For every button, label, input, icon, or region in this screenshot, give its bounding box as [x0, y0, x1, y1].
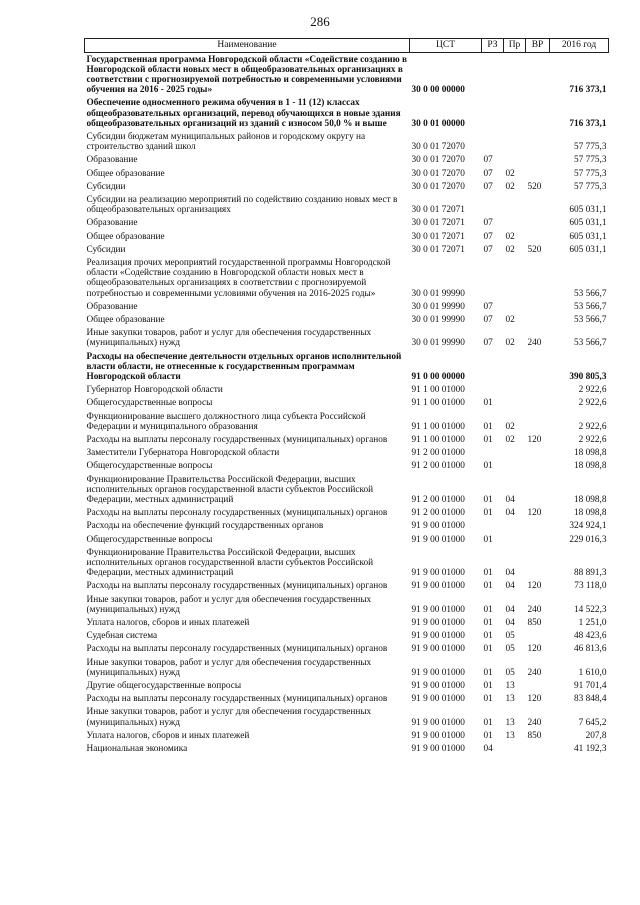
row-vr-cell: 520	[527, 181, 542, 192]
row-cst-cell: 30 0 01 72070	[411, 181, 465, 192]
row-pr-cell: 13	[505, 694, 515, 705]
row-pr-cell: 02	[505, 231, 515, 242]
row-pr-cell: 05	[505, 631, 515, 642]
row-amount-cell: 48 423,6	[573, 631, 607, 642]
row-cst-cell: 30 0 01 72071	[411, 218, 465, 229]
row-name-cell: Другие общегосударственные вопросы	[86, 681, 242, 692]
row-amount-cell: 2 922,6	[578, 421, 607, 432]
row-rz-cell: 01	[483, 681, 493, 692]
row-name-cell: Иные закупки товаров, работ и услуг для обеспечения государственных (муниципальных) нужд	[86, 657, 372, 678]
row-pr-cell: 02	[505, 168, 515, 179]
row-pr-cell	[504, 447, 526, 460]
row-vr-cell	[526, 397, 550, 410]
row-pr-cell: 02	[505, 435, 515, 445]
row-rz-cell: 01	[483, 730, 493, 741]
row-rz-cell	[482, 520, 504, 533]
row-rz-cell: 01	[483, 421, 493, 432]
row-vr-cell	[526, 256, 550, 300]
row-amount-cell: 18 098,8	[573, 508, 607, 519]
row-vr-cell	[526, 630, 550, 643]
row-vr-cell: 240	[527, 338, 542, 349]
page-number: 286	[310, 14, 330, 29]
row-pr-cell	[504, 154, 526, 167]
row-pr-cell: 04	[505, 604, 515, 615]
row-amount-cell: 53 566,7	[573, 338, 607, 349]
row-name-cell: Функционирование Правительства Российской Федерации, высших исполнительных органов государственной власти субъектов Российской Федерации, местных администраций	[86, 547, 374, 579]
table-row	[85, 180, 609, 193]
row-rz-cell: 04	[483, 744, 493, 755]
row-vr-cell: 850	[527, 730, 542, 741]
row-pr-cell	[504, 97, 526, 131]
row-amount-cell: 14 522,3	[573, 604, 607, 615]
row-name-cell: Образование	[86, 218, 138, 229]
row-vr-cell	[526, 410, 550, 433]
row-pr-cell: 02	[505, 244, 515, 255]
row-name-cell: Реализация прочих мероприятий государственной программы Новгородской области «Содействие созданию в Новгородской области новых мест в общеобразовательных организациях в соответствии с прогнозируемой потребностью и современными условиями обучения на 2016-2025 годы»	[86, 257, 391, 299]
row-name-cell: Расходы на выплаты персоналу государственных (муниципальных) органов	[86, 581, 388, 592]
row-vr-cell	[526, 473, 550, 507]
row-cst-cell: 30 0 01 72070	[411, 168, 465, 179]
row-name-cell: Образование	[86, 301, 138, 312]
table-row	[85, 256, 609, 300]
row-pr-cell: 05	[505, 644, 515, 655]
table-row	[85, 617, 609, 630]
row-name-cell: Функционирование Правительства Российской Федерации, высших исполнительных органов государственной власти субъектов Российской Федерации, местных администраций	[86, 474, 374, 506]
row-rz-cell: 07	[483, 314, 493, 325]
row-name-cell: Функционирование высшего должностного лица субъекта Российской Федерации и муниципального образования	[86, 411, 366, 432]
row-rz-cell: 01	[483, 461, 493, 472]
row-pr-cell	[504, 384, 526, 397]
row-rz-cell	[482, 130, 504, 153]
table-row	[85, 460, 609, 473]
row-amount-cell: 716 373,1	[569, 118, 607, 129]
row-pr-cell: 05	[505, 667, 515, 678]
row-rz-cell: 07	[483, 155, 493, 166]
header-vr: ВР	[526, 39, 550, 53]
row-pr-cell	[504, 350, 526, 384]
row-amount-cell: 53 566,7	[573, 314, 607, 325]
row-amount-cell: 7 645,2	[578, 717, 607, 728]
row-name-cell: Обеспечение односменного режима обучения в 1 - 11 (12) классах общеобразовательных организаций, перевод обучающихся в новые здания общеобразовательных организаций из зданий с износом 50,0 % и выше	[86, 98, 401, 129]
row-rz-cell: 07	[483, 244, 493, 255]
row-vr-cell: 240	[527, 667, 542, 678]
row-pr-cell	[504, 460, 526, 473]
row-name-cell: Субсидии бюджетам муниципальных районов и городскому округу на строительство зданий школ	[86, 131, 366, 153]
row-pr-cell	[504, 300, 526, 313]
row-name-cell: Образование	[86, 155, 138, 166]
row-name-cell: Расходы на обеспечение функций государственных органов	[86, 521, 324, 532]
row-cst-cell: 30 0 01 72070	[411, 155, 465, 166]
row-name-cell: Общегосударственные вопросы	[86, 534, 213, 545]
row-pr-cell	[504, 397, 526, 410]
row-pr-cell	[504, 53, 526, 97]
table-row	[85, 53, 609, 97]
row-pr-cell: 02	[505, 421, 515, 432]
row-rz-cell: 07	[483, 338, 493, 349]
row-name-cell: Заместители Губернатора Новгородской области	[86, 448, 280, 459]
row-rz-cell	[482, 256, 504, 300]
row-amount-cell: 57 775,3	[573, 168, 607, 179]
table-row	[85, 656, 609, 679]
row-cst-cell: 91 1 00 01000	[411, 398, 465, 409]
table-row	[85, 580, 609, 593]
row-cst-cell: 91 9 00 01000	[411, 534, 465, 545]
row-rz-cell: 01	[483, 508, 493, 519]
row-name-cell: Расходы на выплаты персоналу государственных (муниципальных) органов	[86, 435, 388, 445]
row-amount-cell: 716 373,1	[569, 85, 607, 96]
header-name: Наименование	[85, 39, 410, 53]
row-vr-cell	[526, 313, 550, 326]
row-amount-cell: 1 610,0	[578, 667, 607, 678]
row-rz-cell: 07	[483, 218, 493, 229]
row-vr-cell: 520	[527, 244, 542, 255]
row-amount-cell: 57 775,3	[573, 142, 607, 153]
row-name-cell: Расходы на обеспечение деятельности отдельных органов исполнительной власти области, не отнесенные к государственным программам Новгородской области	[86, 351, 402, 382]
row-name-cell: Общее образование	[86, 314, 165, 325]
row-amount-cell: 18 098,8	[573, 495, 607, 506]
row-cst-cell: 91 9 00 01000	[411, 631, 465, 642]
row-amount-cell: 605 031,1	[569, 218, 607, 229]
budget-table	[84, 38, 609, 756]
header-cst: ЦСТ	[410, 39, 482, 53]
table-row	[85, 533, 609, 546]
row-name-cell: Государственная программа Новгородской области «Содействие созданию в Новгородской области новых мест в общеобразовательных организациях в соответствии с прогнозируемой потребностью и современными условиями обучения на 2016 - 2025 годы»	[86, 54, 408, 96]
table-row	[85, 473, 609, 507]
row-cst-cell: 30 0 01 72071	[411, 231, 465, 242]
table-row	[85, 193, 609, 216]
row-rz-cell	[482, 447, 504, 460]
row-cst-cell: 30 0 01 72070	[411, 142, 465, 153]
row-pr-cell	[504, 217, 526, 230]
table-row	[85, 313, 609, 326]
row-cst-cell: 91 9 00 01000	[411, 568, 465, 579]
row-name-cell: Уплата налогов, сборов и иных платежей	[86, 730, 250, 741]
row-rz-cell: 01	[483, 644, 493, 655]
row-vr-cell: 240	[527, 604, 542, 615]
row-vr-cell	[526, 53, 550, 97]
row-rz-cell: 01	[483, 534, 493, 545]
row-vr-cell	[526, 350, 550, 384]
row-pr-cell: 13	[505, 681, 515, 692]
row-amount-cell: 2 922,6	[578, 435, 607, 445]
table-row	[85, 97, 609, 131]
table-header-row	[85, 39, 609, 53]
row-name-cell: Общегосударственные вопросы	[86, 398, 213, 409]
row-rz-cell	[482, 97, 504, 131]
row-vr-cell	[526, 460, 550, 473]
table-row	[85, 154, 609, 167]
table-body	[85, 53, 609, 756]
header-pr: Пр	[504, 39, 526, 53]
row-name-cell: Субсидии	[86, 244, 126, 255]
table-row	[85, 507, 609, 520]
row-name-cell: Общее образование	[86, 168, 165, 179]
row-cst-cell: 91 9 00 01000	[411, 667, 465, 678]
row-cst-cell: 91 1 00 01000	[411, 421, 465, 432]
table-row	[85, 643, 609, 656]
row-rz-cell: 01	[483, 568, 493, 579]
header-rz: РЗ	[482, 39, 504, 53]
table-row	[85, 217, 609, 230]
row-cst-cell: 30 0 01 99990	[411, 338, 465, 349]
row-cst-cell: 91 9 00 01000	[411, 644, 465, 655]
row-rz-cell: 07	[483, 181, 493, 192]
table-row	[85, 434, 609, 447]
row-cst-cell: 30 0 01 72071	[411, 205, 465, 216]
row-name-cell: Иные закупки товаров, работ и услуг для обеспечения государственных (муниципальных) нужд	[86, 594, 372, 615]
row-cst-cell: 30 0 01 99990	[411, 301, 465, 312]
row-pr-cell: 04	[505, 581, 515, 592]
row-name-cell: Субсидии	[86, 181, 126, 192]
row-cst-cell: 91 9 00 01000	[411, 730, 465, 741]
table-row	[85, 410, 609, 433]
row-vr-cell	[526, 520, 550, 533]
row-cst-cell: 91 9 00 01000	[411, 618, 465, 629]
table-row	[85, 593, 609, 616]
row-vr-cell: 120	[527, 581, 542, 592]
row-name-cell: Общее образование	[86, 231, 165, 242]
row-vr-cell	[526, 97, 550, 131]
row-vr-cell: 120	[527, 694, 542, 705]
row-rz-cell	[482, 384, 504, 397]
table-row	[85, 546, 609, 580]
row-rz-cell: 07	[483, 231, 493, 242]
row-rz-cell: 01	[483, 435, 493, 445]
row-amount-cell: 53 566,7	[573, 301, 607, 312]
row-rz-cell: 01	[483, 694, 493, 705]
row-vr-cell: 850	[527, 618, 542, 629]
row-vr-cell	[526, 167, 550, 180]
row-rz-cell: 01	[483, 604, 493, 615]
table-row	[85, 130, 609, 153]
row-name-cell: Иные закупки товаров, работ и услуг для обеспечения государственных (муниципальных) нужд	[86, 707, 372, 728]
row-name-cell: Судебная система	[86, 631, 158, 642]
row-cst-cell: 30 0 00 00000	[411, 85, 465, 96]
row-cst-cell: 91 1 00 01000	[411, 435, 465, 445]
row-rz-cell: 01	[483, 495, 493, 506]
row-cst-cell: 91 9 00 01000	[411, 681, 465, 692]
row-cst-cell: 91 9 00 01000	[411, 521, 465, 532]
row-cst-cell: 30 0 01 99990	[411, 288, 465, 299]
row-name-cell: Национальная экономика	[86, 744, 188, 755]
row-pr-cell: 04	[505, 618, 515, 629]
row-cst-cell: 91 9 00 01000	[411, 717, 465, 728]
table-row	[85, 350, 609, 384]
row-amount-cell: 83 848,4	[573, 694, 607, 705]
row-amount-cell: 2 922,6	[578, 398, 607, 409]
row-amount-cell: 18 098,8	[573, 448, 607, 459]
row-amount-cell: 207,8	[585, 730, 607, 741]
row-vr-cell	[526, 193, 550, 216]
row-rz-cell: 07	[483, 168, 493, 179]
row-amount-cell: 229 016,3	[569, 534, 607, 545]
header-year: 2016 год	[550, 39, 609, 53]
table-row	[85, 300, 609, 313]
row-name-cell: Общегосударственные вопросы	[86, 461, 213, 472]
row-amount-cell: 605 031,1	[569, 231, 607, 242]
row-pr-cell: 02	[505, 181, 515, 192]
row-rz-cell: 07	[483, 301, 493, 312]
row-pr-cell	[504, 193, 526, 216]
table-row	[85, 397, 609, 410]
row-vr-cell	[526, 217, 550, 230]
row-rz-cell: 01	[483, 618, 493, 629]
row-vr-cell	[526, 384, 550, 397]
table-row	[85, 680, 609, 693]
row-rz-cell	[482, 193, 504, 216]
row-cst-cell: 91 9 00 01000	[411, 604, 465, 615]
row-vr-cell	[526, 680, 550, 693]
row-rz-cell: 01	[483, 581, 493, 592]
row-vr-cell: 240	[527, 717, 542, 728]
row-vr-cell: 120	[527, 644, 542, 655]
table-row	[85, 693, 609, 706]
row-rz-cell: 01	[483, 717, 493, 728]
row-rz-cell	[482, 350, 504, 384]
table-row	[85, 729, 609, 742]
row-amount-cell: 390 805,3	[569, 371, 607, 382]
row-cst-cell: 91 9 00 01000	[411, 581, 465, 592]
row-vr-cell	[526, 154, 550, 167]
row-pr-cell	[504, 130, 526, 153]
row-name-cell: Расходы на выплаты персоналу государственных (муниципальных) органов	[86, 694, 388, 705]
row-cst-cell: 91 0 00 00000	[411, 371, 465, 382]
table-row	[85, 520, 609, 533]
row-amount-cell: 88 891,3	[573, 568, 607, 579]
row-cst-cell: 91 9 00 01000	[411, 694, 465, 705]
row-vr-cell	[526, 533, 550, 546]
row-pr-cell: 13	[505, 717, 515, 728]
row-pr-cell: 04	[505, 508, 515, 519]
row-cst-cell: 30 0 01 00000	[411, 118, 465, 129]
row-vr-cell	[526, 743, 550, 756]
table-row	[85, 706, 609, 729]
table-row	[85, 243, 609, 256]
row-amount-cell: 57 775,3	[573, 181, 607, 192]
row-amount-cell: 2 922,6	[578, 385, 607, 396]
row-vr-cell	[526, 447, 550, 460]
row-amount-cell: 18 098,8	[573, 461, 607, 472]
row-amount-cell: 605 031,1	[569, 205, 607, 216]
row-amount-cell: 57 775,3	[573, 155, 607, 166]
row-pr-cell: 13	[505, 730, 515, 741]
row-vr-cell	[526, 130, 550, 153]
row-cst-cell: 30 0 01 99990	[411, 314, 465, 325]
row-cst-cell: 91 9 00 01000	[411, 744, 465, 755]
table-row	[85, 743, 609, 756]
row-cst-cell: 91 2 00 01000	[411, 448, 465, 459]
table-row	[85, 230, 609, 243]
row-rz-cell: 01	[483, 667, 493, 678]
row-cst-cell: 91 2 00 01000	[411, 508, 465, 519]
row-rz-cell: 01	[483, 631, 493, 642]
row-rz-cell: 01	[483, 398, 493, 409]
row-vr-cell: 120	[527, 508, 542, 519]
row-pr-cell: 04	[505, 495, 515, 506]
row-vr-cell	[526, 230, 550, 243]
row-pr-cell: 02	[505, 338, 515, 349]
row-name-cell: Уплата налогов, сборов и иных платежей	[86, 618, 250, 629]
row-amount-cell: 46 813,6	[573, 644, 607, 655]
table-row	[85, 384, 609, 397]
row-amount-cell: 91 701,4	[573, 681, 607, 692]
row-cst-cell: 91 2 00 01000	[411, 461, 465, 472]
table-row	[85, 630, 609, 643]
table-row	[85, 327, 609, 350]
row-vr-cell	[526, 546, 550, 580]
row-amount-cell: 605 031,1	[569, 244, 607, 255]
row-amount-cell: 324 924,1	[569, 521, 607, 532]
row-name-cell: Расходы на выплаты персоналу государственных (муниципальных) органов	[86, 508, 388, 519]
row-amount-cell: 41 192,3	[573, 744, 607, 755]
row-cst-cell: 91 2 00 01000	[411, 495, 465, 506]
row-pr-cell	[504, 520, 526, 533]
row-name-cell: Субсидии на реализацию мероприятий по содействию созданию новых мест в общеобразовательных организациях	[86, 194, 398, 216]
row-cst-cell: 91 1 00 01000	[411, 385, 465, 396]
row-pr-cell	[504, 743, 526, 756]
row-amount-cell: 1 251,0	[578, 618, 607, 629]
row-pr-cell	[504, 533, 526, 546]
row-cst-cell: 30 0 01 72071	[411, 244, 465, 255]
row-rz-cell	[482, 53, 504, 97]
row-name-cell: Расходы на выплаты персоналу государственных (муниципальных) органов	[86, 644, 388, 655]
row-amount-cell: 73 118,0	[574, 581, 607, 592]
row-name-cell: Губернатор Новгородской области	[86, 385, 223, 396]
table-row	[85, 167, 609, 180]
row-pr-cell: 04	[505, 568, 515, 579]
row-vr-cell: 120	[527, 435, 542, 445]
row-pr-cell: 02	[505, 314, 515, 325]
table-row	[85, 447, 609, 460]
row-name-cell: Иные закупки товаров, работ и услуг для обеспечения государственных (муниципальных) нужд	[86, 328, 372, 349]
row-pr-cell	[504, 256, 526, 300]
row-amount-cell: 53 566,7	[573, 288, 607, 299]
row-vr-cell	[526, 300, 550, 313]
